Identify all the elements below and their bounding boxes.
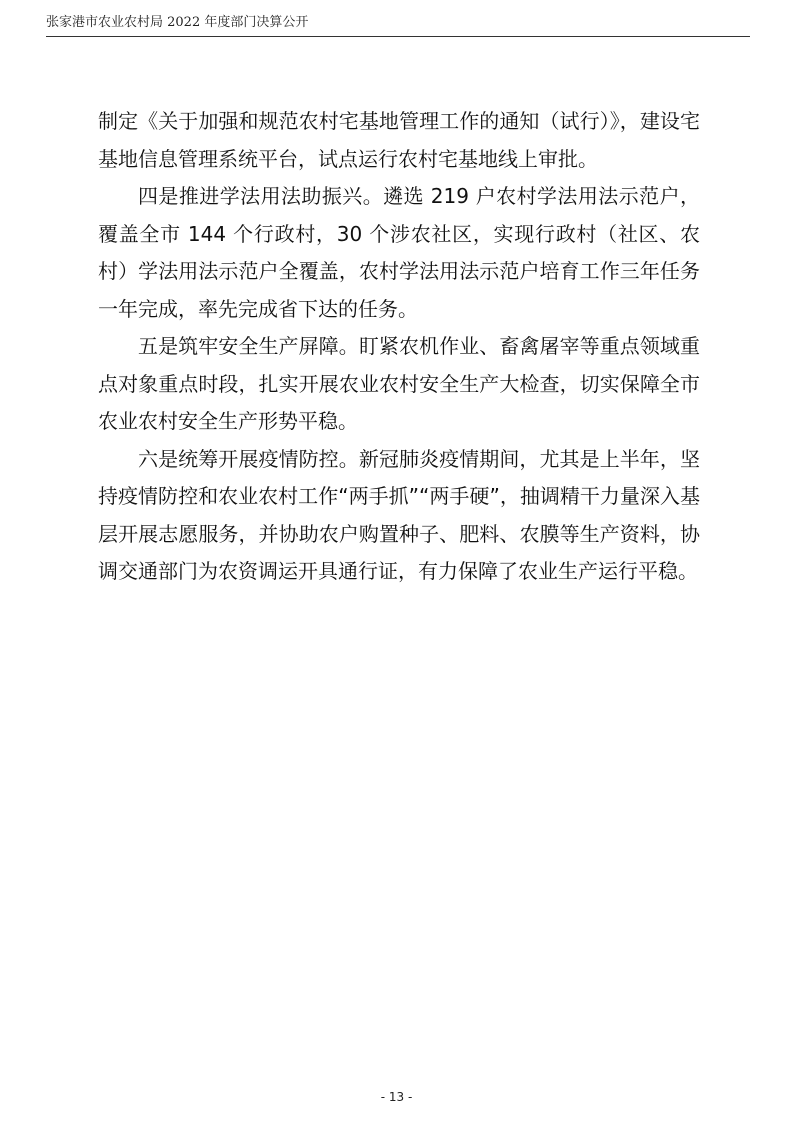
paragraph-safety-production: 五是筑牢安全生产屏障。盯紧农机作业、畜禽屠宰等重点领域重点对象重点时段，扎实开展农业农村安全生产大检查，切实保障全市农业农村安全生产形势平稳。 bbox=[98, 334, 700, 433]
paragraph-continuation: 制定《关于加强和规范农村宅基地管理工作的通知（试行）》，建设宅基地信息管理系统平台，试点运行农村宅基地线上审批。 bbox=[98, 109, 700, 171]
page-header-title: 张家港市农业农村局 2022 年度部门决算公开 bbox=[46, 15, 309, 30]
paragraph-law-education: 四是推进学法用法助振兴。遴选 219 户农村学法用法示范户，覆盖全市 144 个行政村，30 个涉农社区，实现行政村（社区、农村）学法用法示范户全覆盖，农村学法用法示范户培育工作三年任务一年完成，率先完成省下达的任务。 bbox=[98, 184, 700, 321]
body-text bbox=[98, 103, 700, 591]
page-number: - 13 - bbox=[380, 1090, 413, 1104]
paragraph-epidemic-control: 六是统筹开展疫情防控。新冠肺炎疫情期间，尤其是上半年，坚持疫情防控和农业农村工作“两手抓”“两手硬”，抽调精干力量深入基层开展志愿服务，并协助农户购置种子、肥料、农膜等生产资料，协调交通部门为农资调运开具通行证，有力保障了农业生产运行平稳。 bbox=[98, 446, 700, 583]
header-divider bbox=[46, 36, 750, 37]
